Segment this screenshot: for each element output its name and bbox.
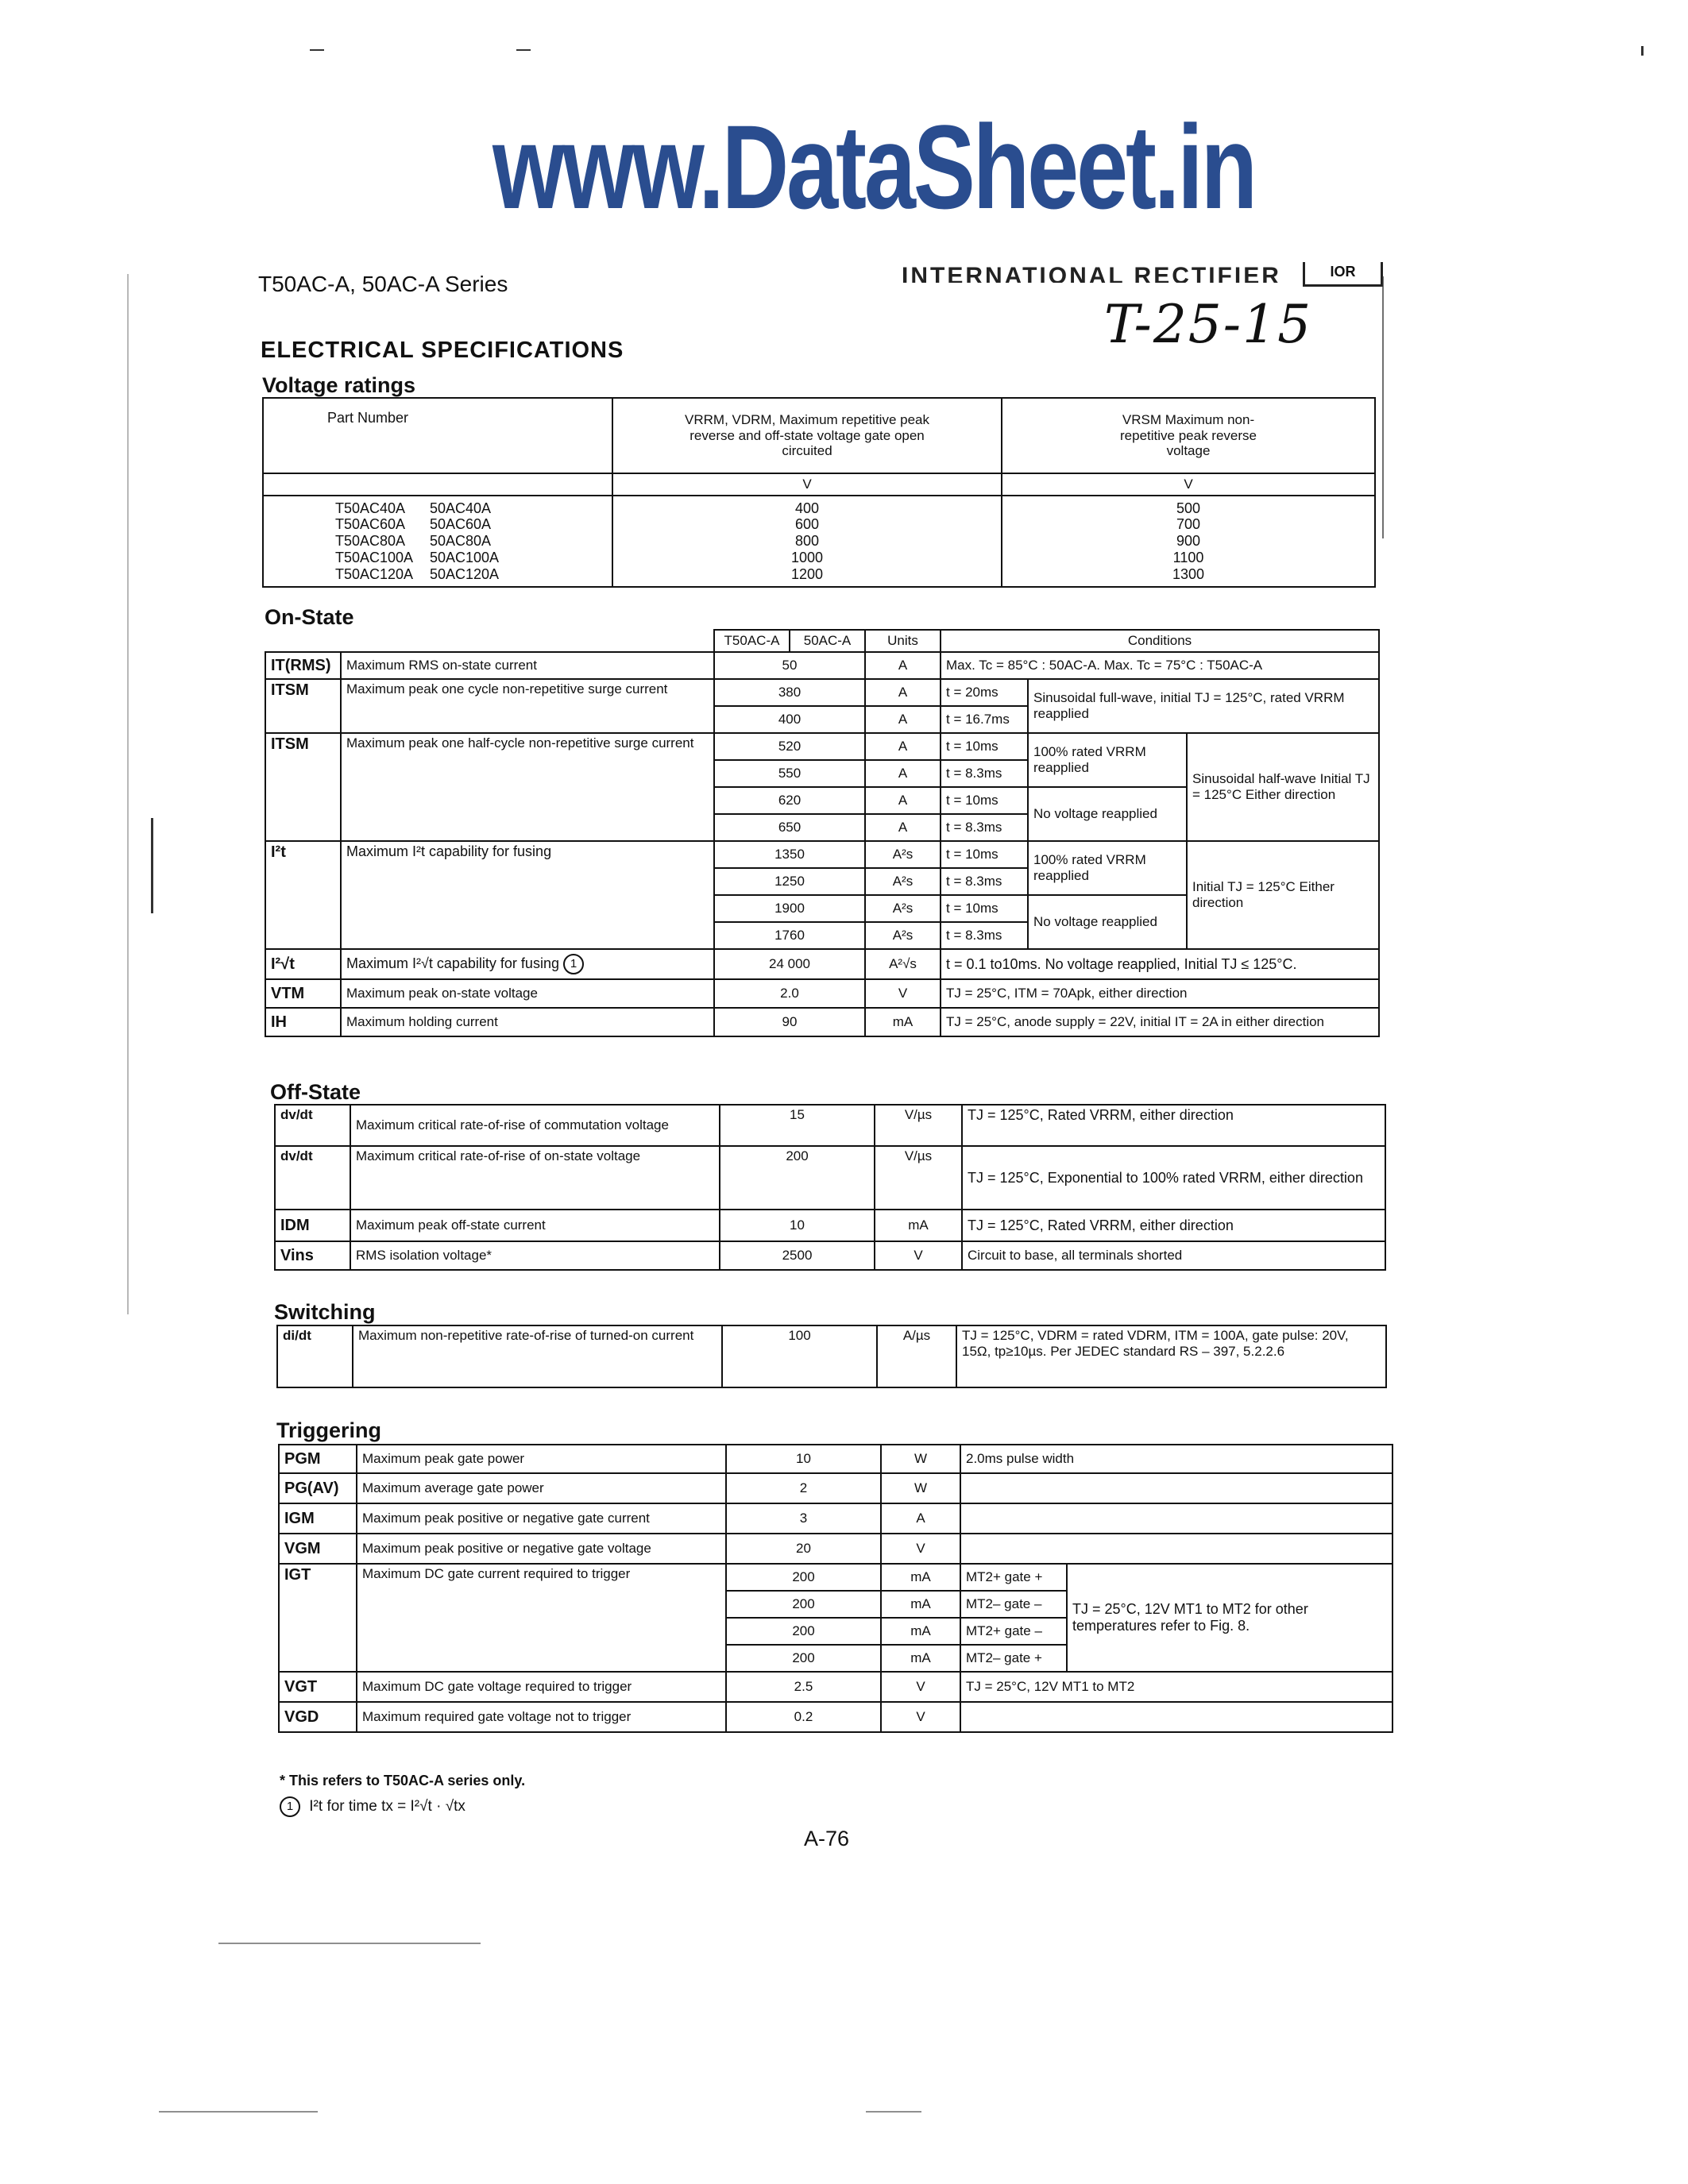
desc-idm: Maximum peak off-state current bbox=[350, 1210, 720, 1241]
sym-dvdt-comm: dv/dt bbox=[275, 1105, 350, 1146]
note-1-circle: 1 bbox=[280, 1796, 300, 1817]
unit-pgav: W bbox=[881, 1473, 960, 1503]
desc-igm: Maximum peak positive or negative gate current bbox=[357, 1503, 726, 1534]
sym-vgt: VGT bbox=[279, 1672, 357, 1702]
cond-ih: TJ = 25°C, anode supply = 22V, initial IT = 2A in either direction bbox=[941, 1008, 1379, 1036]
desc-dvdt-comm: Maximum critical rate-of-rise of commutation voltage bbox=[350, 1105, 720, 1146]
desc-vtm: Maximum peak on-state voltage bbox=[341, 979, 714, 1008]
val-itsm2-2: 620 bbox=[714, 787, 865, 814]
val-didt: 100 bbox=[722, 1325, 877, 1387]
val-vgm: 20 bbox=[726, 1534, 881, 1564]
offstate-table bbox=[274, 1104, 1386, 1271]
mode-igt-3: MT2– gate + bbox=[960, 1645, 1067, 1672]
desc-itsm2: Maximum peak one half-cycle non-repetitive surge current bbox=[341, 733, 714, 841]
val-itrms: 50 bbox=[714, 652, 865, 679]
unit-igm: A bbox=[881, 1503, 960, 1534]
vrrm-values: 400 600 800 1000 1200 bbox=[612, 496, 1002, 587]
t-i2t-0: t = 10ms bbox=[941, 841, 1028, 868]
col-vrrm: VRRM, VDRM, Maximum repetitive peak reverse and off-state voltage gate open circuited bbox=[612, 398, 1002, 473]
spec-title: ELECTRICAL SPECIFICATIONS bbox=[261, 338, 624, 363]
series-title: T50AC-A, 50AC-A Series bbox=[258, 272, 508, 296]
scan-mark bbox=[1641, 46, 1644, 56]
val-i2t-1: 1250 bbox=[714, 868, 865, 895]
desc-i2rt: Maximum I²√t capability for fusing bbox=[346, 955, 559, 971]
scan-rule bbox=[159, 2111, 318, 2113]
cond-itrms: Max. Tc = 85°C : 50AC-A. Max. Tc = 75°C : T50AC-A bbox=[941, 652, 1379, 679]
unit-dvdt-comm: V/µs bbox=[875, 1105, 962, 1146]
cond-pgm: 2.0ms pulse width bbox=[960, 1445, 1393, 1473]
scan-mark bbox=[310, 49, 324, 51]
cond-i2rt: t = 0.1 to10ms. No voltage reapplied, Initial TJ ≤ 125°C. bbox=[941, 949, 1379, 979]
onstate-header-blank bbox=[265, 630, 714, 652]
scan-rule bbox=[866, 2111, 921, 2113]
t-itsm2-3: t = 8.3ms bbox=[941, 814, 1028, 841]
parts-t50: T50AC40A T50AC60A T50AC80A T50AC100A T50AC120A bbox=[263, 496, 414, 587]
brand-logo: IOR bbox=[1303, 262, 1383, 287]
val-vins: 2500 bbox=[720, 1241, 875, 1270]
unit-igt-3: mA bbox=[881, 1645, 960, 1672]
unit-i2t-2: A²s bbox=[865, 895, 941, 922]
val-pgm: 10 bbox=[726, 1445, 881, 1473]
cond-itsm2-a: 100% rated VRRM reapplied bbox=[1028, 733, 1187, 787]
col-vrsm: VRSM Maximum non-repetitive peak reverse voltage bbox=[1002, 398, 1375, 473]
h-units: Units bbox=[865, 630, 941, 652]
desc-vins: RMS isolation voltage* bbox=[350, 1241, 720, 1270]
unit-idm: mA bbox=[875, 1210, 962, 1241]
triggering-heading: Triggering bbox=[276, 1418, 382, 1442]
unit-itsm1-1: A bbox=[865, 706, 941, 733]
unit-pgm: W bbox=[881, 1445, 960, 1473]
footnote-1 bbox=[280, 1796, 465, 1817]
cond-didt: TJ = 125°C, VDRM = rated VDRM, ITM = 100A, gate pulse: 20V, 15Ω, tp≥10µs. Per JEDEC standard RS – 397, 5.2.2.6 bbox=[956, 1325, 1386, 1387]
onstate-heading: On-State bbox=[265, 605, 354, 629]
h-conditions: Conditions bbox=[941, 630, 1379, 652]
cond-dvdt-on: TJ = 125°C, Exponential to 100% rated VRRM, either direction bbox=[962, 1146, 1385, 1210]
sym-igt: IGT bbox=[279, 1564, 357, 1672]
cond-vgd bbox=[960, 1702, 1393, 1732]
val-pgav: 2 bbox=[726, 1473, 881, 1503]
cond-dvdt-comm: TJ = 125°C, Rated VRRM, either direction bbox=[962, 1105, 1385, 1146]
desc-vgm: Maximum peak positive or negative gate voltage bbox=[357, 1534, 726, 1564]
vrsm-values: 500 700 900 1100 1300 bbox=[1002, 496, 1375, 587]
val-itsm2-0: 520 bbox=[714, 733, 865, 760]
switching-heading: Switching bbox=[274, 1300, 376, 1324]
unit-vgt: V bbox=[881, 1672, 960, 1702]
cond-igt: TJ = 25°C, 12V MT1 to MT2 for other temperatures refer to Fig. 8. bbox=[1067, 1564, 1393, 1672]
desc-i2t: Maximum I²t capability for fusing bbox=[341, 841, 714, 949]
page-number: A-76 bbox=[804, 1827, 850, 1850]
unit-igt-2: mA bbox=[881, 1618, 960, 1645]
val-itsm1-1: 400 bbox=[714, 706, 865, 733]
val-igt-2: 200 bbox=[726, 1618, 881, 1645]
t-i2t-2: t = 10ms bbox=[941, 895, 1028, 922]
unit-vtm: V bbox=[865, 979, 941, 1008]
sym-pgav: PG(AV) bbox=[279, 1473, 357, 1503]
val-igt-1: 200 bbox=[726, 1591, 881, 1618]
watermark-logo: www.DataSheet.in bbox=[492, 100, 1255, 233]
cond-vtm: TJ = 25°C, ITM = 70Apk, either direction bbox=[941, 979, 1379, 1008]
desc-itsm1: Maximum peak one cycle non-repetitive surge current bbox=[341, 679, 714, 733]
unit-vgm: V bbox=[881, 1534, 960, 1564]
footnote-1-text: I²t for time tx = I²√t · √tx bbox=[309, 1798, 465, 1815]
mode-igt-2: MT2+ gate – bbox=[960, 1618, 1067, 1645]
val-i2t-2: 1900 bbox=[714, 895, 865, 922]
unit-dvdt-on: V/µs bbox=[875, 1146, 962, 1210]
t-itsm2-0: t = 10ms bbox=[941, 733, 1028, 760]
unit-itsm1-0: A bbox=[865, 679, 941, 706]
cond-vgm bbox=[960, 1534, 1393, 1564]
val-itsm2-3: 650 bbox=[714, 814, 865, 841]
sym-vins: Vins bbox=[275, 1241, 350, 1270]
val-i2t-3: 1760 bbox=[714, 922, 865, 949]
desc-dvdt-on: Maximum critical rate-of-rise of on-state voltage bbox=[350, 1146, 720, 1210]
desc-igt: Maximum DC gate current required to trigger bbox=[357, 1564, 726, 1672]
val-idm: 10 bbox=[720, 1210, 875, 1241]
val-itsm1-0: 380 bbox=[714, 679, 865, 706]
brand-name: INTERNATIONAL RECTIFIER bbox=[902, 263, 1281, 283]
parts-50: 50AC40A 50AC60A 50AC80A 50AC100A 50AC120A bbox=[414, 496, 612, 587]
unit-itsm2-3: A bbox=[865, 814, 941, 841]
cond-vins: Circuit to base, all terminals shorted bbox=[962, 1241, 1385, 1270]
cond-i2t-b: No voltage reapplied bbox=[1028, 895, 1187, 949]
unit-itrms: A bbox=[865, 652, 941, 679]
unit-itsm2-0: A bbox=[865, 733, 941, 760]
unit-vrsm: V bbox=[1002, 473, 1375, 496]
sym-itsm1: ITSM bbox=[265, 679, 341, 733]
val-igt-3: 200 bbox=[726, 1645, 881, 1672]
val-vtm: 2.0 bbox=[714, 979, 865, 1008]
t-itsm1-1: t = 16.7ms bbox=[941, 706, 1028, 733]
desc-vgt: Maximum DC gate voltage required to trigger bbox=[357, 1672, 726, 1702]
triggering-table bbox=[278, 1444, 1393, 1733]
sym-pgm: PGM bbox=[279, 1445, 357, 1473]
t-itsm1-0: t = 20ms bbox=[941, 679, 1028, 706]
desc-itrms: Maximum RMS on-state current bbox=[341, 652, 714, 679]
sym-itsm2: ITSM bbox=[265, 733, 341, 841]
col-part-number: Part Number bbox=[263, 398, 612, 473]
h-t50: T50AC-A bbox=[714, 630, 790, 652]
cond-igm bbox=[960, 1503, 1393, 1534]
scan-mark bbox=[516, 49, 531, 51]
h-50: 50AC-A bbox=[790, 630, 865, 652]
voltage-table bbox=[262, 397, 1376, 588]
unit-vins: V bbox=[875, 1241, 962, 1270]
sym-i2rt: I²√t bbox=[265, 949, 341, 979]
sym-ih: IH bbox=[265, 1008, 341, 1036]
cond-vgt: TJ = 25°C, 12V MT1 to MT2 bbox=[960, 1672, 1393, 1702]
val-i2rt: 24 000 bbox=[714, 949, 865, 979]
unit-i2t-1: A²s bbox=[865, 868, 941, 895]
desc-pgav: Maximum average gate power bbox=[357, 1473, 726, 1503]
cond-i2t-c: Initial TJ = 125°C Either direction bbox=[1187, 841, 1379, 949]
voltage-heading: Voltage ratings bbox=[262, 373, 416, 397]
val-i2t-0: 1350 bbox=[714, 841, 865, 868]
switching-table bbox=[276, 1325, 1387, 1388]
cond-itsm2-b: No voltage reapplied bbox=[1028, 787, 1187, 841]
t-itsm2-2: t = 10ms bbox=[941, 787, 1028, 814]
val-itsm2-1: 550 bbox=[714, 760, 865, 787]
sym-didt: di/dt bbox=[277, 1325, 353, 1387]
desc-i2rt-cell bbox=[341, 949, 714, 979]
note-1-marker: 1 bbox=[563, 954, 584, 974]
unit-igt-1: mA bbox=[881, 1591, 960, 1618]
unit-didt: A/µs bbox=[877, 1325, 956, 1387]
footnote-star: * This refers to T50AC-A series only. bbox=[280, 1773, 526, 1788]
unit-vgd: V bbox=[881, 1702, 960, 1732]
scan-rule bbox=[218, 1943, 481, 1944]
val-vgt: 2.5 bbox=[726, 1672, 881, 1702]
cond-idm: TJ = 125°C, Rated VRRM, either direction bbox=[962, 1210, 1385, 1241]
sym-vgd: VGD bbox=[279, 1702, 357, 1732]
cond-itsm2-c: Sinusoidal half-wave Initial TJ = 125°C Either direction bbox=[1187, 733, 1379, 841]
sym-dvdt-on: dv/dt bbox=[275, 1146, 350, 1210]
handwritten-code: T-25-15 bbox=[1104, 294, 1313, 355]
desc-didt: Maximum non-repetitive rate-of-rise of turned-on current bbox=[353, 1325, 722, 1387]
sym-i2t: I²t bbox=[265, 841, 341, 949]
unit-i2rt: A²√s bbox=[865, 949, 941, 979]
desc-vgd: Maximum required gate voltage not to trigger bbox=[357, 1702, 726, 1732]
unit-blank bbox=[263, 473, 612, 496]
unit-ih: mA bbox=[865, 1008, 941, 1036]
desc-pgm: Maximum peak gate power bbox=[357, 1445, 726, 1473]
margin-line bbox=[127, 274, 129, 1314]
cond-pgav bbox=[960, 1473, 1393, 1503]
sym-vgm: VGM bbox=[279, 1534, 357, 1564]
cond-i2t-a: 100% rated VRRM reapplied bbox=[1028, 841, 1187, 895]
t-i2t-3: t = 8.3ms bbox=[941, 922, 1028, 949]
val-vgd: 0.2 bbox=[726, 1702, 881, 1732]
val-dvdt-on: 200 bbox=[720, 1146, 875, 1210]
unit-itsm2-2: A bbox=[865, 787, 941, 814]
t-i2t-1: t = 8.3ms bbox=[941, 868, 1028, 895]
sym-vtm: VTM bbox=[265, 979, 341, 1008]
unit-i2t-3: A²s bbox=[865, 922, 941, 949]
desc-ih: Maximum holding current bbox=[341, 1008, 714, 1036]
unit-i2t-0: A²s bbox=[865, 841, 941, 868]
onstate-table bbox=[265, 629, 1380, 1037]
mode-igt-1: MT2– gate – bbox=[960, 1591, 1067, 1618]
sym-igm: IGM bbox=[279, 1503, 357, 1534]
t-itsm2-1: t = 8.3ms bbox=[941, 760, 1028, 787]
val-ih: 90 bbox=[714, 1008, 865, 1036]
val-igm: 3 bbox=[726, 1503, 881, 1534]
val-dvdt-comm: 15 bbox=[720, 1105, 875, 1146]
sym-itrms: IT(RMS) bbox=[265, 652, 341, 679]
cond-itsm1: Sinusoidal full-wave, initial TJ = 125°C, rated VRRM reapplied bbox=[1028, 679, 1379, 733]
unit-vrrm: V bbox=[612, 473, 1002, 496]
offstate-heading: Off-State bbox=[270, 1080, 361, 1104]
val-igt-0: 200 bbox=[726, 1564, 881, 1591]
margin-bar bbox=[151, 818, 153, 913]
unit-itsm2-1: A bbox=[865, 760, 941, 787]
sym-idm: IDM bbox=[275, 1210, 350, 1241]
margin-line bbox=[1382, 276, 1384, 538]
mode-igt-0: MT2+ gate + bbox=[960, 1564, 1067, 1591]
unit-igt-0: mA bbox=[881, 1564, 960, 1591]
